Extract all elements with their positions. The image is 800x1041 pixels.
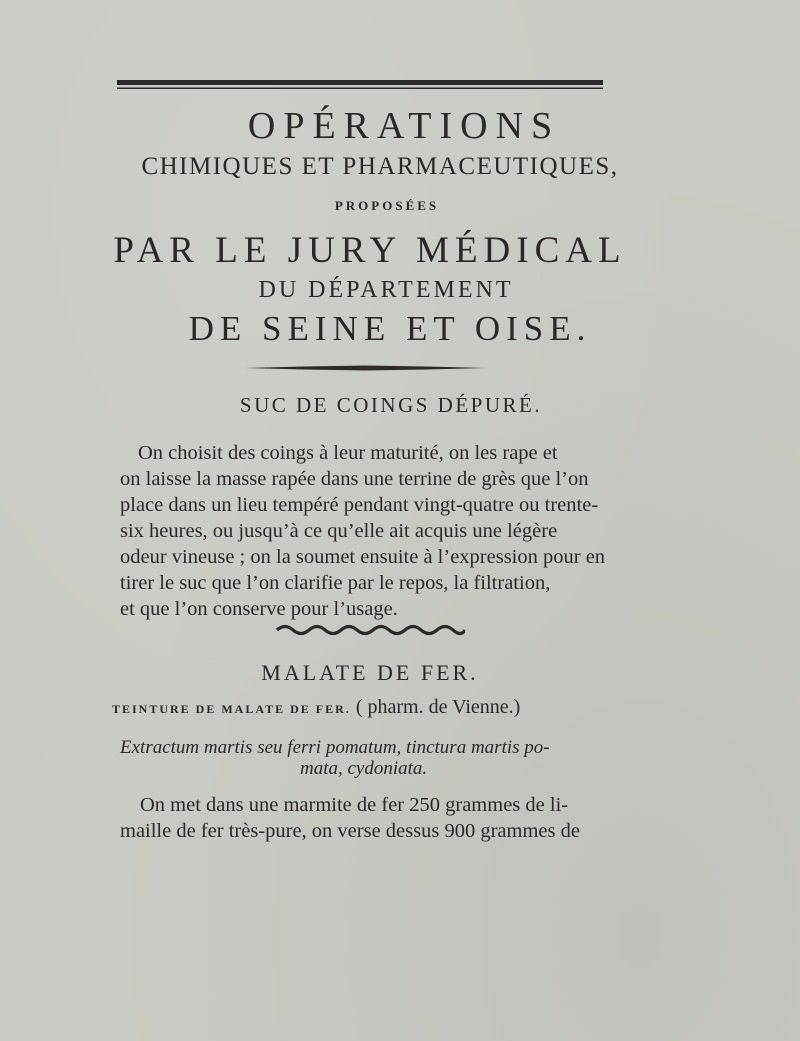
teinture-caps: TEINTURE DE MALATE DE FER. (112, 702, 351, 716)
paragraph-line: et que l’on conserve pour l’usage. (120, 598, 398, 620)
seine-et-oise-heading: DE SEINE ET OISE. (188, 309, 592, 348)
page-subtitle: CHIMIQUES ET PHARMACEUTIQUES, (141, 153, 619, 180)
paragraph-line: maille de fer très-pure, on verse dessus 900 grammes de (120, 820, 580, 842)
paragraph-line: On choisit des coings à leur maturité, on les rape et (138, 442, 558, 464)
jury-heading: PAR LE JURY MÉDICAL (113, 230, 627, 271)
paragraph-line: place dans un lieu tempéré pendant vingt-quatre ou trente- (120, 494, 599, 516)
paragraph-line: on laisse la masse rapée dans une terrine de grès que l’on (120, 468, 589, 490)
proposees-label: PROPOSÉES (334, 198, 440, 213)
departement-heading: DU DÉPARTEMENT (258, 277, 514, 303)
section-title-suc-de-coings: SUC DE COINGS DÉPURÉ. (239, 393, 543, 417)
section-title-malate-de-fer: MALATE DE FER. (261, 660, 479, 685)
latin-line: Extractum martis seu ferri pomatum, tinctura martis po- (120, 737, 550, 758)
page-title: OPÉRATIONS (247, 105, 561, 147)
paragraph-line: six heures, ou jusqu’à ce qu’elle ait acquis une légère (120, 520, 558, 542)
paragraph-line: tirer le suc que l’on clarifie par le repos, la filtration, (120, 572, 551, 594)
paragraph-line: odeur vineuse ; on la soumet ensuite à l’expression pour en (120, 546, 606, 568)
latin-line: mata, cydoniata. (300, 758, 428, 779)
paragraph-line: On met dans une marmite de fer 250 grammes de li- (140, 794, 569, 816)
teinture-source: ( pharm. de Vienne.) (355, 696, 521, 718)
